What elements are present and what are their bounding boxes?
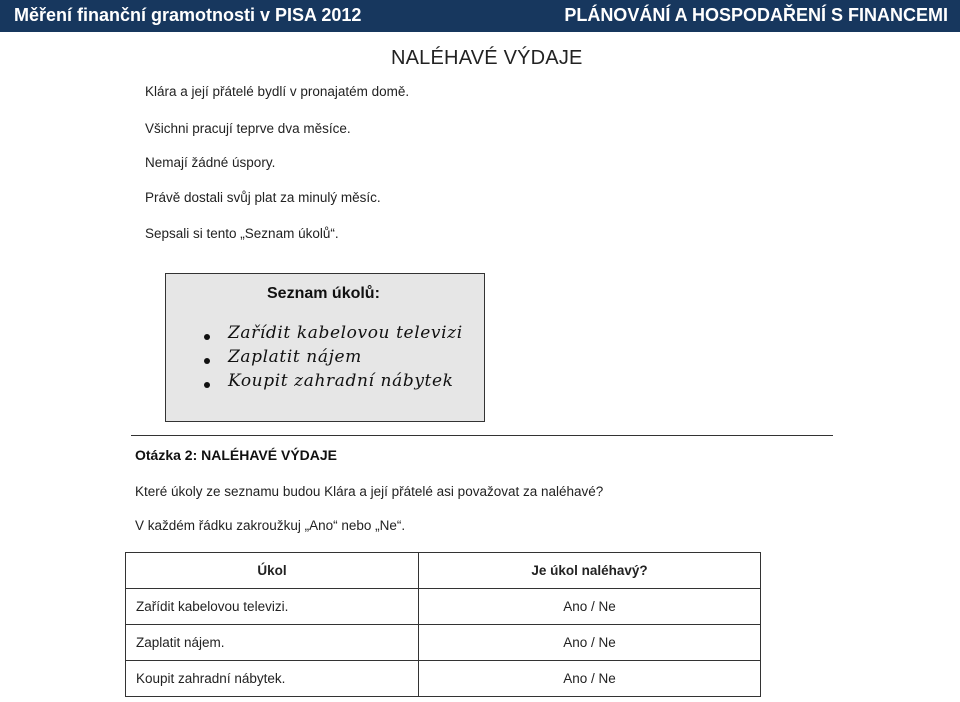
bullet-icon	[204, 334, 210, 340]
todo-list-box	[165, 273, 485, 422]
intro-line: Sepsali si tento „Seznam úkolů“.	[145, 226, 339, 241]
question-text: Které úkoly ze seznamu budou Klára a její přátelé asi považovat za naléhavé?	[135, 484, 604, 499]
intro-line: Všichni pracují teprve dva měsíce.	[145, 121, 351, 136]
todo-list-title: Seznam úkolů:	[267, 285, 380, 302]
intro-line: Klára a její přátelé bydlí v pronajatém domě.	[145, 84, 410, 99]
todo-item: Zaplatit nájem	[228, 347, 362, 367]
header-left-title: Měření finanční gramotnosti v PISA 2012	[14, 5, 362, 25]
choice-cell[interactable]: Ano / Ne	[419, 589, 761, 625]
page-title: NALÉHAVÉ VÝDAJE	[391, 47, 583, 69]
table-row	[126, 661, 761, 697]
column-header-urgent: Je úkol naléhavý?	[419, 553, 761, 589]
intro-line: Nemají žádné úspory.	[145, 155, 276, 170]
header-bar	[0, 0, 960, 32]
section-divider	[131, 435, 833, 436]
bullet-icon	[204, 358, 210, 364]
choice-cell[interactable]: Ano / Ne	[419, 625, 761, 661]
header-right-title: PLÁNOVÁNÍ A HOSPODAŘENÍ S FINANCEMI	[564, 5, 948, 25]
table-row	[126, 625, 761, 661]
answer-table	[125, 552, 761, 697]
todo-item: Koupit zahradní nábytek	[228, 371, 454, 391]
question-instruction: V každém řádku zakroužkuj „Ano“ nebo „Ne“.	[135, 518, 406, 533]
task-cell: Zařídit kabelovou televizi.	[126, 589, 419, 625]
todo-item: Zařídit kabelovou televizi	[228, 323, 463, 343]
column-header-task: Úkol	[126, 553, 419, 589]
table-header-row	[126, 553, 761, 589]
task-cell: Zaplatit nájem.	[126, 625, 419, 661]
bullet-icon	[204, 382, 210, 388]
intro-line: Právě dostali svůj plat za minulý měsíc.	[145, 190, 381, 205]
table-row	[126, 589, 761, 625]
task-cell: Koupit zahradní nábytek.	[126, 661, 419, 697]
question-heading: Otázka 2: NALÉHAVÉ VÝDAJE	[135, 447, 338, 463]
choice-cell[interactable]: Ano / Ne	[419, 661, 761, 697]
